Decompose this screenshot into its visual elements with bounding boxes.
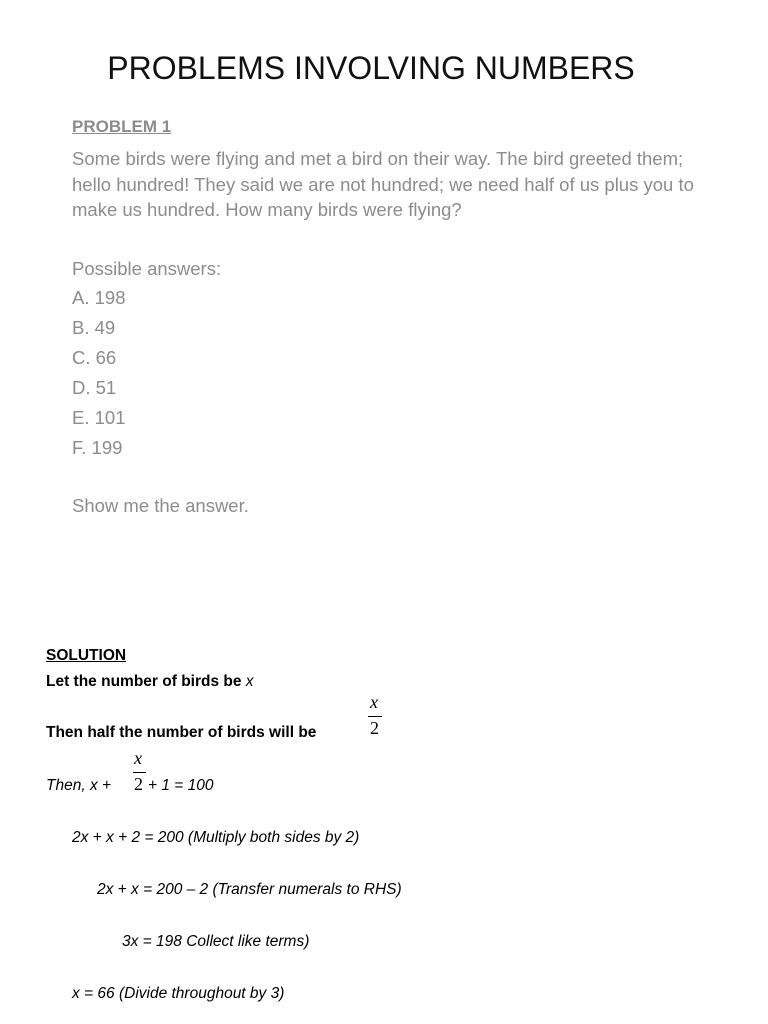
answer-option-a[interactable]: A. 198 — [72, 287, 126, 308]
answers-label: Possible answers: — [72, 258, 222, 279]
problem-text: Some birds were flying and met a bird on their way. The bird greeted them; hello hundred! They said we are not hundred; we need half of us plus you to make us hundred. How many birds were flying? — [72, 148, 694, 220]
solution-heading: SOLUTION — [46, 647, 127, 664]
fraction-denominator: 2 — [370, 718, 379, 738]
inline-fraction-num-text: x — [134, 748, 142, 768]
problem-heading: PROBLEM 1 — [72, 117, 172, 136]
answer-option-d[interactable]: D. 51 — [72, 377, 117, 398]
solution-step-3: 3x = 198 Collect like terms) — [122, 933, 310, 950]
inline-fraction-numerator — [134, 748, 142, 769]
answer-option-c[interactable]: C. 66 — [72, 347, 117, 368]
solution-line-2: Then half the number of birds will be — [46, 724, 317, 741]
solution-line-1 — [46, 673, 254, 691]
answer-option-b[interactable]: B. 49 — [72, 317, 116, 338]
line1-text: Let the number of birds be — [46, 673, 246, 690]
solution-line-3-prefix: Then, x + — [46, 777, 112, 794]
answer-list — [72, 285, 126, 465]
solution-step-2: 2x + x = 200 – 2 (Transfer numerals to RHS) — [97, 881, 402, 898]
fraction-bar — [368, 716, 382, 717]
inline-fraction-bar — [133, 772, 146, 773]
answer-option-e[interactable]: E. 101 — [72, 407, 126, 428]
answer-option-f[interactable]: F. 199 — [72, 437, 123, 458]
page-title: PROBLEMS INVOLVING NUMBERS — [107, 50, 635, 86]
line1-variable: x — [245, 673, 254, 690]
show-answer-link[interactable]: Show me the answer. — [72, 495, 249, 516]
solution-step-1: 2x + x + 2 = 200 (Multiply both sides by 2) — [72, 829, 360, 846]
fraction-num-text: x — [370, 692, 378, 712]
solution-line-3-suffix: + 1 = 100 — [148, 777, 214, 794]
solution-step-4: x = 66 (Divide throughout by 3) — [72, 985, 285, 1002]
inline-fraction-denominator: 2 — [134, 774, 143, 794]
fraction-numerator — [370, 692, 378, 713]
